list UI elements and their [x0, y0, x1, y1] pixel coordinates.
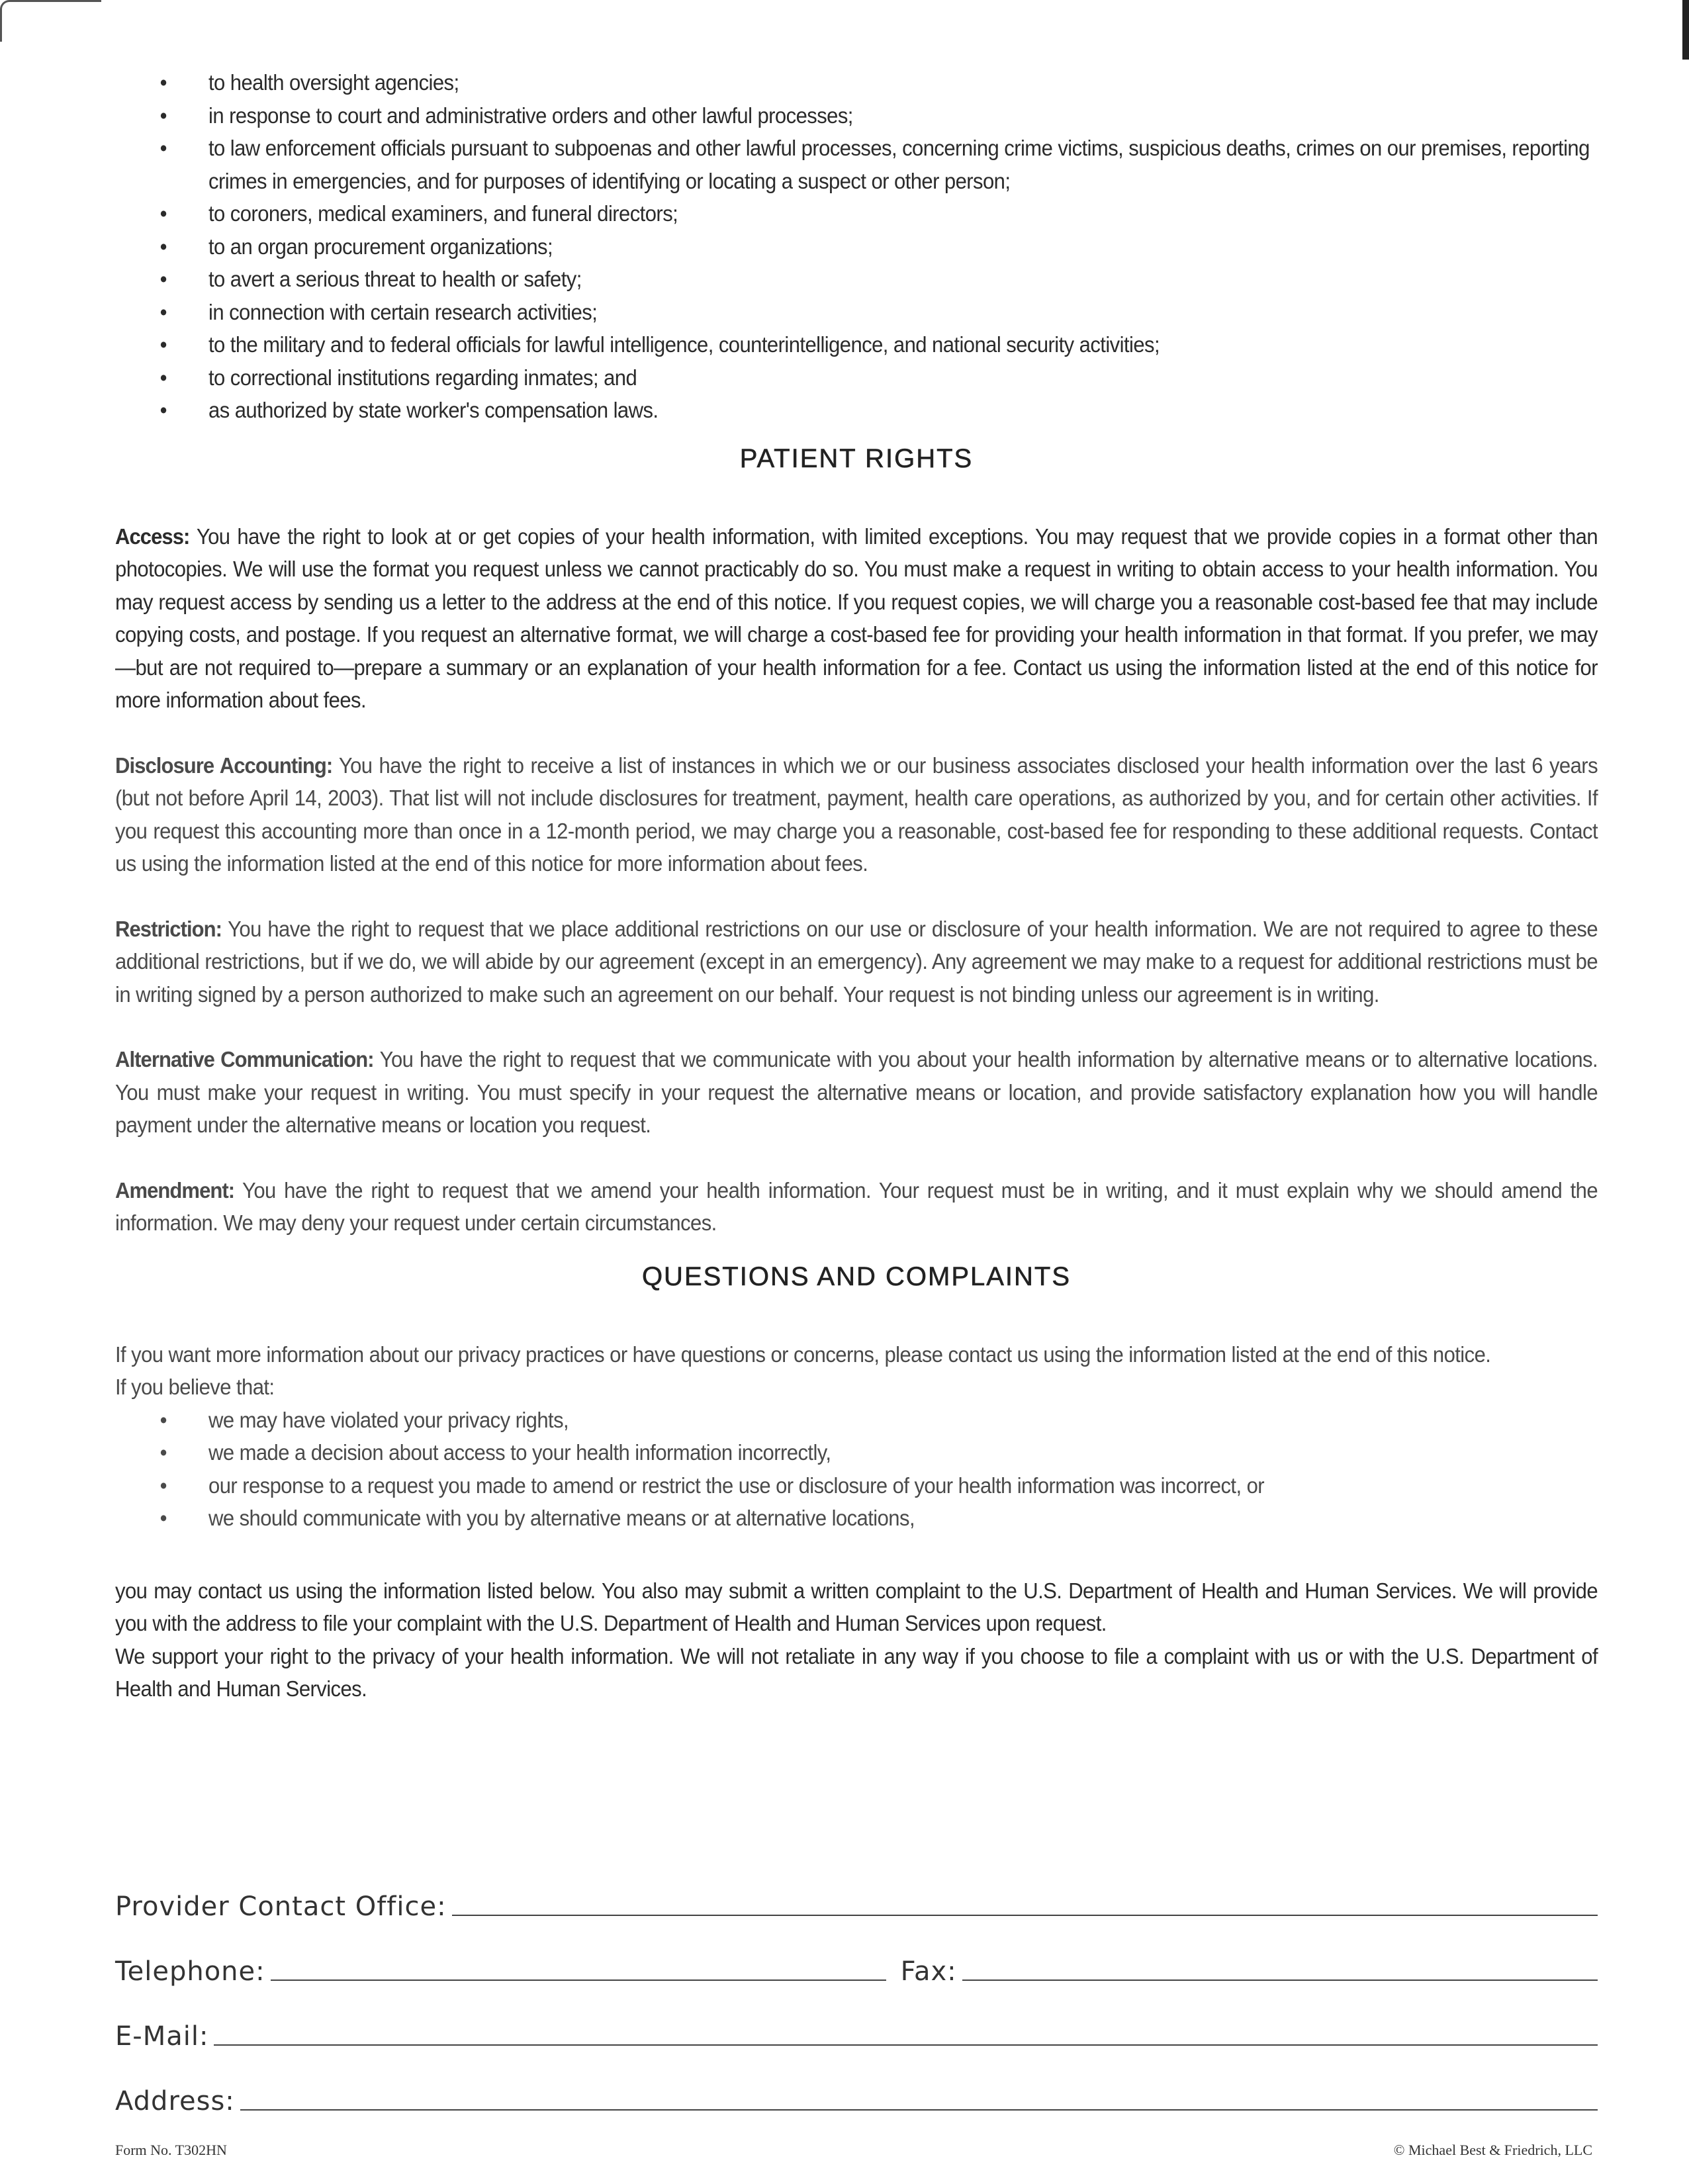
- form-number: Form No. T302HN: [115, 2142, 227, 2158]
- fax-label: Fax:: [900, 1956, 957, 1987]
- restriction-paragraph: [115, 913, 1598, 1011]
- list-item: [115, 263, 1598, 296]
- list-item-text: to coroners, medical examiners, and funeral directors;: [208, 201, 678, 226]
- telephone-field[interactable]: [271, 1979, 886, 1981]
- list-item-text: in response to court and administrative orders and other lawful processes;: [208, 103, 853, 128]
- bullet-icon: •: [160, 365, 167, 390]
- provider-contact-office-field[interactable]: [452, 1914, 1598, 1916]
- amendment-text: You have the right to request that we amend your health information. Your request must be in writing, and it must explain why we should amend the information. We may deny your request under certain circumstances.: [115, 1177, 1598, 1235]
- email-row: [115, 2021, 1598, 2052]
- list-item: [115, 328, 1598, 361]
- patient-rights-heading: PATIENT RIGHTS: [739, 443, 974, 473]
- list-item: [115, 296, 1598, 329]
- list-item: [115, 197, 1598, 230]
- email-field[interactable]: [214, 2044, 1598, 2046]
- questions-complaints-heading: QUESTIONS AND COMPLAINTS: [641, 1261, 1072, 1291]
- bullet-icon: •: [160, 1506, 167, 1530]
- bullet-icon: •: [160, 299, 167, 324]
- address-label: Address:: [115, 2086, 235, 2116]
- complaint-bullet-list: [115, 1404, 1598, 1535]
- restriction-heading: Restriction:: [115, 916, 222, 941]
- top-bullet-list: [115, 66, 1598, 427]
- provider-contact-office-label: Provider Contact Office:: [115, 1891, 447, 1922]
- list-item: [115, 132, 1598, 197]
- bullet-icon: •: [160, 136, 167, 160]
- bullet-icon: •: [160, 332, 167, 357]
- list-item-text: as authorized by state worker's compensation laws.: [208, 398, 659, 422]
- access-heading: Access:: [115, 523, 190, 549]
- patient-rights-section: [115, 520, 1598, 1240]
- complaint-closing-1: you may contact us using the information listed below. You also may submit a written complaint to the U.S. Department of Health and Human Services. We will provide you with the address to file your complaint with the U.S. Department of Health and Human Services upon request.: [115, 1578, 1598, 1635]
- list-item: [115, 66, 1598, 99]
- top-bullet-list-wrapper: [115, 66, 1598, 427]
- list-item: [115, 1502, 1598, 1535]
- list-item-text: we should communicate with you by alternative means or at alternative locations,: [208, 1506, 915, 1530]
- bullet-icon: •: [160, 201, 167, 226]
- disclosure-accounting-text: You have the right to receive a list of instances in which we or our business associates disclosed your health information over the last 6 years (but not before April 14, 2003). That list will not include disclosures for treatment, payment, health care operations, as authorized by you, and for certain other activities. If you request this accounting more than once in a 12-month period, we may charge you a reasonable, cost-based fee for responding to these additional requests. Contact us using the information listed at the end of this notice for more information about fees.: [115, 752, 1598, 876]
- amendment-heading: Amendment:: [115, 1177, 235, 1203]
- amendment-paragraph: [115, 1174, 1598, 1240]
- list-item-text: to health oversight agencies;: [208, 70, 459, 95]
- scan-edge-corner: [0, 0, 101, 42]
- alternative-communication-heading: Alternative Communication:: [115, 1047, 374, 1071]
- bullet-icon: •: [160, 1440, 167, 1465]
- bullet-icon: •: [160, 234, 167, 259]
- access-text: You have the right to look at or get copies of your health information, with limited exceptions. You may request that we provide copies in a format other than photocopies. We will use the format you request unless we cannot practicably do so. You must make a request in writing to obtain access to your health information. You may request access by sending us a letter to the address at the end of this notice. If you request copies, we will charge you a reasonable cost-based fee that may include copying costs, and postage. If you request an alternative format, we will charge a cost-based fee for providing your health information in that format. If you prefer, we may—but are not required to—prepare a summary or an explanation of your health information for a fee. Contact us using the information listed at the end of this notice for more information about fees.: [115, 523, 1598, 712]
- list-item: [115, 1404, 1598, 1437]
- list-item: [115, 361, 1598, 394]
- provider-contact-office-row: [115, 1891, 1598, 1922]
- bullet-icon: •: [160, 267, 167, 291]
- list-item-text: to the military and to federal officials for lawful intelligence, counterintelligence, and national security activities;: [208, 332, 1160, 357]
- list-item-text: our response to a request you made to amend or restrict the use or disclosure of your health information was incorrect, or: [208, 1473, 1265, 1498]
- list-item: [115, 1469, 1598, 1502]
- bullet-icon: •: [160, 70, 167, 95]
- document-page: [115, 66, 1598, 1706]
- fax-field[interactable]: [962, 1979, 1598, 1981]
- list-item: [115, 230, 1598, 263]
- if-you-believe: If you believe that:: [115, 1375, 275, 1399]
- list-item: [115, 394, 1598, 427]
- list-item-text: to an organ procurement organizations;: [208, 234, 553, 259]
- list-item-text: to law enforcement officials pursuant to subpoenas and other lawful processes, concerning crime victims, suspicious deaths, crimes on our premises, reporting crimes in emergencies, and for purposes of identifying or locating a suspect or other person;: [208, 136, 1590, 193]
- questions-intro: If you want more information about our privacy practices or have questions or concerns, please contact us using the information listed at the end of this notice.: [115, 1342, 1491, 1367]
- telephone-label: Telephone:: [115, 1956, 265, 1987]
- bullet-icon: •: [160, 1473, 167, 1498]
- bullet-icon: •: [160, 1407, 167, 1432]
- access-paragraph: [115, 520, 1598, 717]
- bullet-icon: •: [160, 103, 167, 128]
- restriction-text: You have the right to request that we place additional restrictions on our use or disclosure of your health information. We are not required to agree to these additional restrictions, but if we do, we will abide by our agreement (except in an emergency). Any agreement we may make to a request for additional restrictions must be in writing signed by a person authorized to make such an agreement on our behalf. Your request is not binding unless our agreement is in writing.: [115, 916, 1598, 1007]
- address-row: [115, 2086, 1598, 2116]
- alternative-communication-text: You have the right to request that we communicate with you about your health information by alternative means or to alternative locations. You must make your request in writing. You must specify in your request the alternative means or location, and provide satisfactory explanation how you will handle payment under the alternative means or location you request.: [115, 1047, 1598, 1137]
- disclosure-accounting-paragraph: [115, 749, 1598, 880]
- copyright-notice: © Michael Best & Friedrich, LLC: [1393, 2142, 1592, 2158]
- list-item-text: to avert a serious threat to health or safety;: [208, 267, 582, 291]
- email-label: E-Mail:: [115, 2021, 209, 2052]
- list-item-text: in connection with certain research activities;: [208, 299, 598, 324]
- complaint-closing-2: We support your right to the privacy of your health information. We will not retaliate in any way if you choose to file a complaint with us or with the U.S. Department of Health and Human Services.: [115, 1643, 1598, 1701]
- list-item: [115, 1436, 1598, 1469]
- address-field[interactable]: [240, 2109, 1598, 2111]
- disclosure-accounting-heading: Disclosure Accounting:: [115, 752, 333, 778]
- list-item-text: to correctional institutions regarding inmates; and: [208, 365, 637, 390]
- telephone-fax-row: [115, 1956, 1598, 1987]
- questions-section: [115, 1338, 1598, 1706]
- alternative-communication-paragraph: [115, 1043, 1598, 1142]
- list-item-text: we made a decision about access to your health information incorrectly,: [208, 1440, 831, 1465]
- bullet-icon: •: [160, 398, 167, 422]
- list-item: [115, 99, 1598, 132]
- list-item-text: we may have violated your privacy rights,: [208, 1407, 569, 1432]
- scan-edge-right: [1682, 0, 1689, 60]
